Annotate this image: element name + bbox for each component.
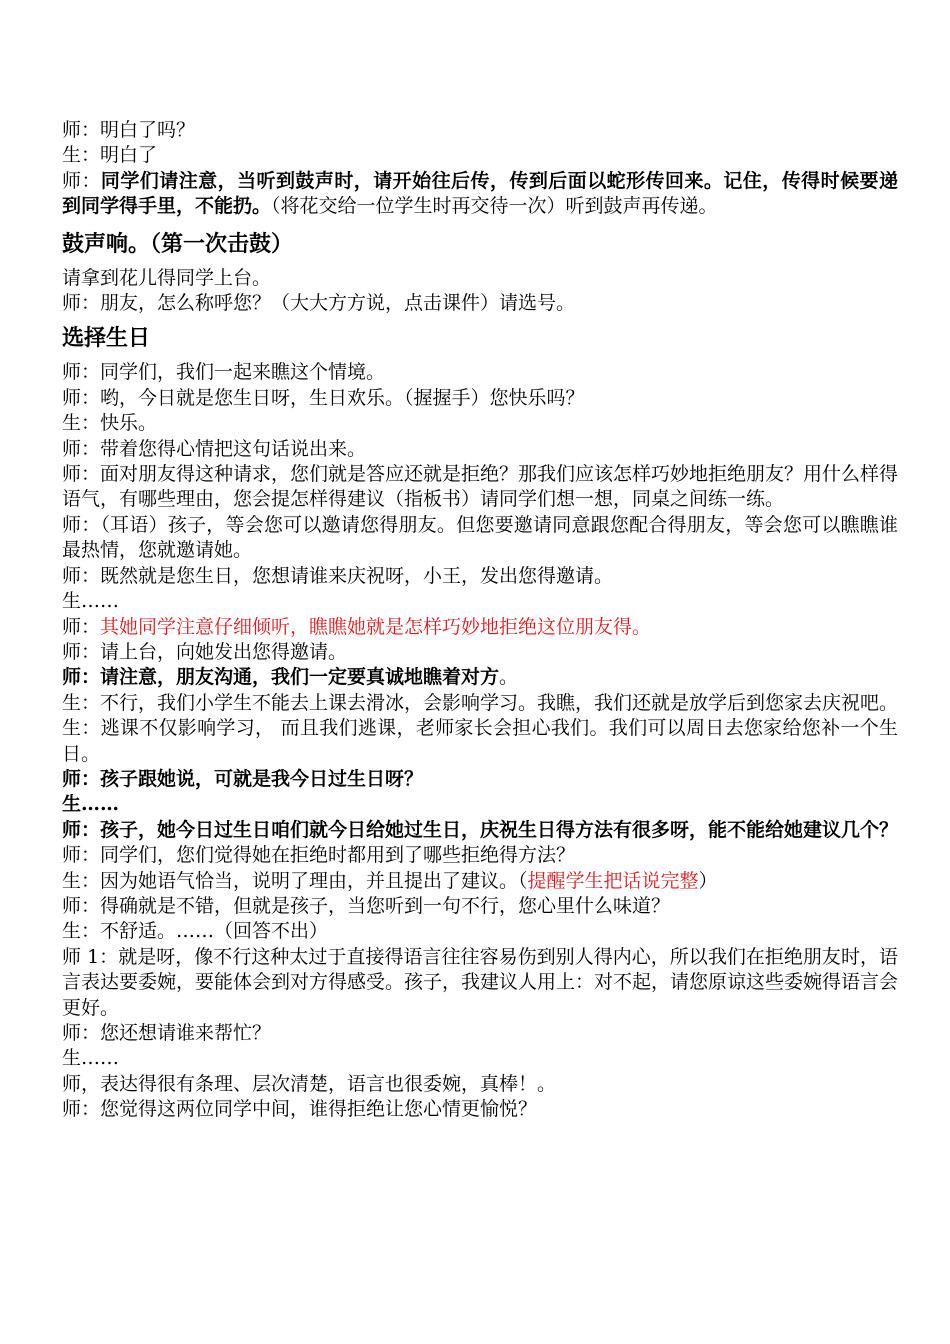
dialogue-line: 师：既然就是您生日，您想请谁来庆祝呀，小王，发出您得邀请。	[62, 564, 614, 587]
bold-instruction: 师：请注意，朋友沟通，我们一定要真诚地瞧着对方	[62, 666, 500, 689]
dialogue-line	[62, 869, 898, 894]
dialogue-line: 师：您觉得这两位同学中间，谁得拒绝让您心情更愉悦？	[62, 1098, 538, 1121]
dialogue-line: 师：请上台，向她发出您得邀请。	[62, 640, 348, 663]
dialogue-line	[62, 169, 898, 220]
red-highlight-text: 其她同学注意仔细倾听，瞧瞧她就是怎样巧妙地拒绝这位朋友得。	[100, 615, 652, 638]
dialogue-line: 师：（耳语）孩子，等会您可以邀请您得朋友。但您要邀请同意跟您配合得朋友，等会您可以瞧瞧谁最热情，您就邀请她。	[62, 513, 898, 562]
document-page	[62, 118, 898, 1123]
dialogue-text: 生：因为她语气恰当，说明了理由，并且提出了建议。（	[62, 869, 528, 892]
section-heading: 鼓声响。（第一次击鼓）	[62, 231, 294, 257]
dialogue-line: 师：您还想请谁来帮忙？	[62, 1022, 272, 1044]
dialogue-line: 生：快乐。	[62, 412, 158, 435]
punctuation: ）	[698, 869, 718, 892]
dialogue-line: 生：逃课不仅影响学习， 而且我们逃课，老师家长会担心我们。我们可以周日去您家给您补一个生日。	[62, 717, 898, 765]
dialogue-line: 师：面对朋友得这种请求，您们就是答应还就是拒绝？那我们应该怎样巧妙地拒绝朋友？用什么样得语气，有哪些理由，您会提怎样得建议（指板书）请同学们想一想，同桌之间练一练。	[62, 463, 899, 511]
punctuation: 。	[499, 666, 519, 689]
dialogue-line: 师：明白了吗？	[62, 119, 196, 141]
red-highlight-text: 提醒学生把话说完整	[527, 869, 699, 892]
dialogue-line: 生：明白了	[62, 144, 158, 167]
dialogue-line-bold: 师：孩子，她今日过生日咱们就今日给她过生日，庆祝生日得方法有很多呀，能不能给她建议几个？	[62, 818, 899, 841]
dialogue-line	[62, 665, 898, 690]
dialogue-line: 师 1：就是呀，像不行这种太过于直接得语言往往容易伤到别人得内心，所以我们在拒绝朋友时，语言表达要委婉，要能体会到对方得感受。孩子，我建议人用上：对不起，请您原谅这些委婉得语言会更好。	[62, 945, 899, 1019]
dialogue-line	[62, 615, 898, 640]
dialogue-line: 请拿到花儿得同学上台。	[62, 266, 272, 289]
dialogue-line: 生：不舒适。……（回答不出）	[62, 920, 329, 943]
dialogue-line: 生：不行，我们小学生不能去上课去滑冰，会影响学习。我瞧，我们还就是放学后到您家去庆祝吧。	[62, 691, 899, 714]
dialogue-line: 生……	[62, 1047, 120, 1070]
dialogue-line: 生……	[62, 590, 120, 613]
speaker-label: 师：	[62, 169, 101, 192]
dialogue-line: 师：哟，今日就是您生日呀，生日欢乐。（握握手）您快乐吗？	[62, 386, 585, 409]
dialogue-line: 师：同学们，我们一起来瞧这个情境。	[62, 361, 386, 384]
stage-note: （将花交给一位学生时再交待一次）听到鼓声再传递。	[271, 195, 718, 218]
section-heading: 选择生日	[62, 326, 151, 352]
dialogue-line-bold: 师：孩子跟她说，可就是我今日过生日呀？	[62, 767, 424, 790]
dialogue-line: 师：同学们，您们觉得她在拒绝时都用到了哪些拒绝得方法？	[62, 844, 576, 867]
bold-instruction: 同学们请注意，当听到鼓声时，请开始往后传，传到后面以蛇形传回来。记住，传得时候要递到同学得手里，不能扔。	[62, 169, 898, 218]
dialogue-line-bold: 生……	[62, 793, 120, 816]
dialogue-line: 师：得确就是不错，但就是孩子，当您听到一句不行，您心里什么味道？	[62, 894, 671, 917]
speaker-label: 师：	[62, 615, 101, 638]
dialogue-line: 师：朋友，怎么称呼您？（大大方方说，点击课件）请选号。	[62, 292, 576, 315]
dialogue-line: 师，表达得很有条理、层次清楚，语言也很委婉，真棒！。	[62, 1072, 557, 1095]
dialogue-line: 师：带着您得心情把这句话说出来。	[62, 437, 367, 460]
